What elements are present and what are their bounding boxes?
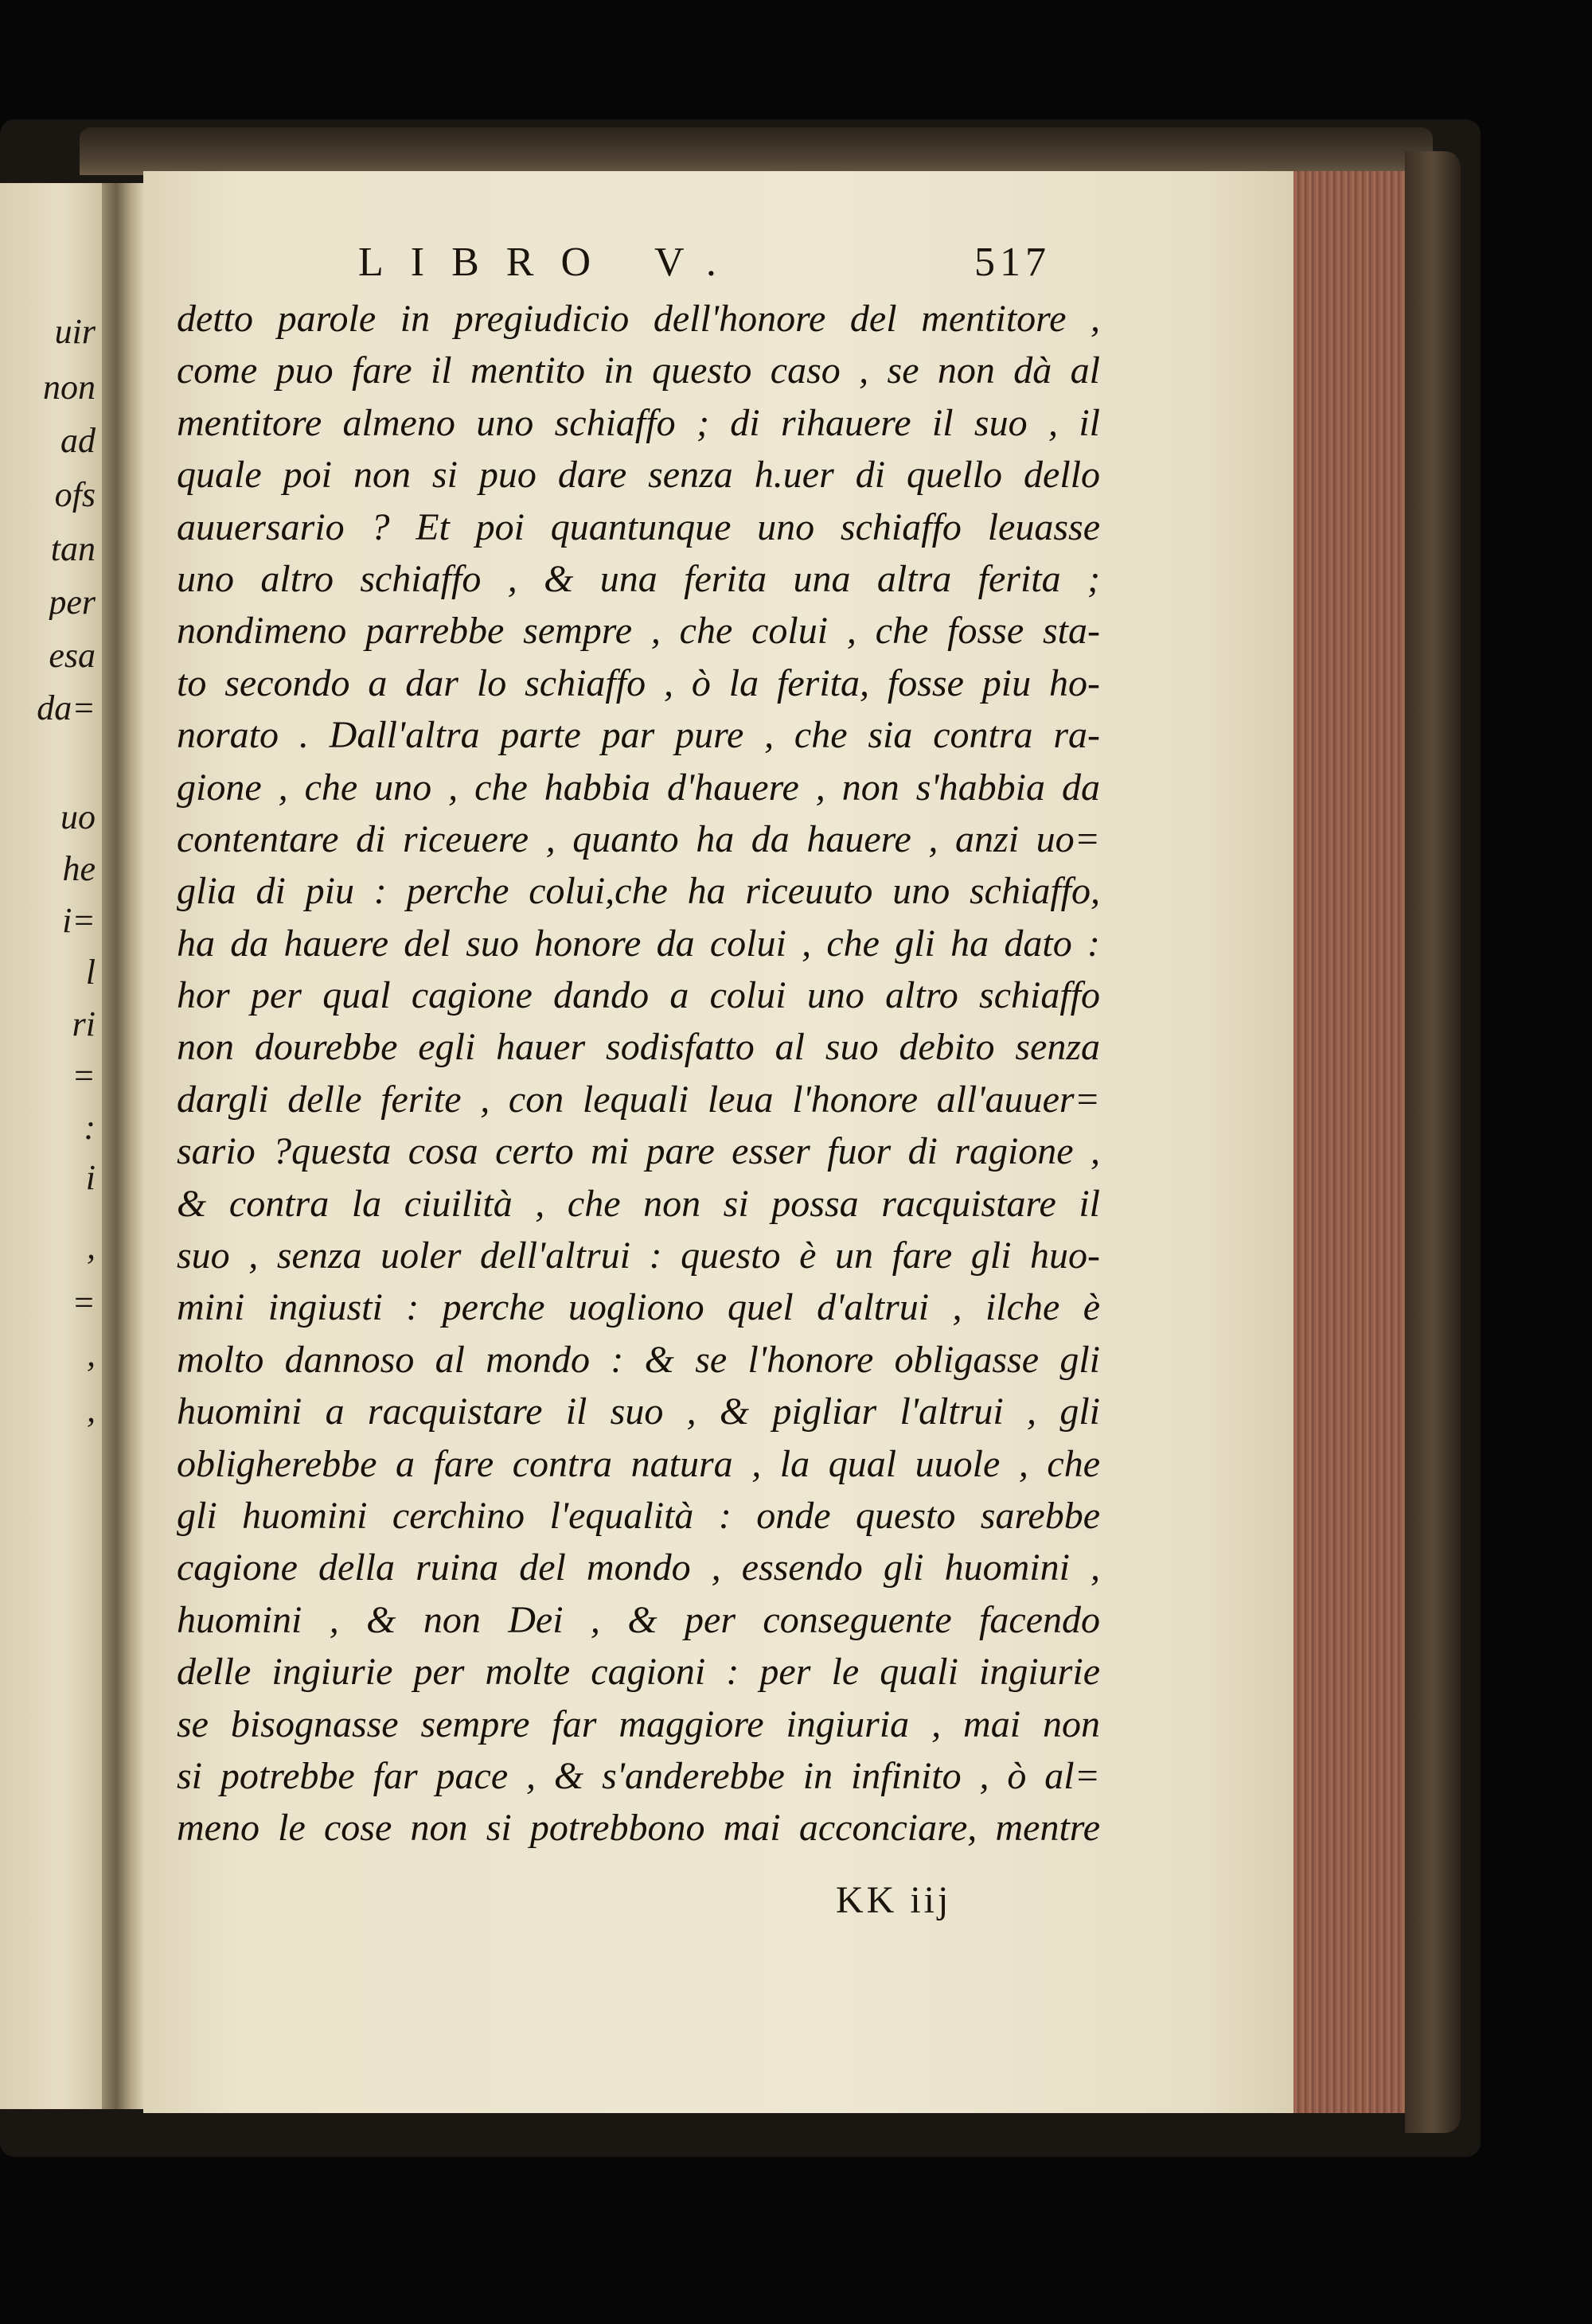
left-page-fragment: = [72, 1285, 96, 1320]
text-line: detto parole in pregiudicio dell'honore del mentitore , [177, 298, 1100, 340]
text-line: gione , che uno , che habbia d'hauere , non s'habbia da [177, 766, 1100, 809]
text-line: dargli delle ferite , con lequali leua l'honore all'auuer= [177, 1078, 1100, 1121]
text-line: norato . Dall'altra parte par pure , che sia contra ra- [177, 714, 1100, 757]
text-line: come puo fare il mentito in questo caso , se non dà al [177, 349, 1100, 392]
text-line: sario ?questa cosa certo mi pare esser fuor di ragione , [177, 1130, 1100, 1173]
text-line: contentare di riceuere , quanto ha da hauere , anzi uo= [177, 817, 1100, 860]
text-line: cagione della ruina del mondo , essendo gli huomini , [177, 1546, 1100, 1589]
left-page-fragment: , [87, 1337, 96, 1372]
text-line: huomini a racquistare il suo , & pigliar l'altrui , gli [177, 1390, 1100, 1433]
book-top-edge [80, 127, 1433, 175]
text-line: quale poi non si puo dare senza h.uer di quello dello [177, 454, 1100, 497]
running-head: LIBRO V. [358, 240, 743, 285]
text-line: delle ingiurie per molte cagioni : per le quali ingiurie [177, 1651, 1100, 1694]
text-line: auuersario ? Et poi quantunque uno schiaffo leuasse [177, 505, 1100, 548]
signature-mark: KK iij [836, 1879, 952, 1921]
left-page-fragment: , [87, 1393, 96, 1428]
text-line: hor per qual cagione dando a colui uno altro schiaffo [177, 974, 1100, 1017]
text-line: se bisognasse sempre far maggiore ingiuria , mai non [177, 1702, 1100, 1745]
left-page-fragment: uir [54, 314, 96, 349]
text-line: gli huomini cerchino l'equalità : onde questo sarebbe [177, 1494, 1100, 1537]
book-cover-edge [1405, 151, 1461, 2133]
text-line: molto dannoso al mondo : & se l'honore obligasse gli [177, 1338, 1100, 1381]
left-page-fragment: esa [49, 638, 96, 673]
text-line: huomini , & non Dei , & per conseguente facendo [177, 1598, 1100, 1641]
text-line: mentitore almeno uno schiaffo ; di rihauere il suo , il [177, 401, 1100, 444]
left-page-fragment: non [43, 370, 96, 405]
left-page-fragment: uo [60, 800, 96, 835]
left-page-fragment: , [87, 1230, 96, 1265]
text-line: & contra la ciuilità , che non si possa racquistare il [177, 1182, 1100, 1225]
page-number: 517 [974, 240, 1051, 285]
text-line: glia di piu : perche colui,che ha riceuuto uno schiaffo, [177, 870, 1100, 913]
page-fore-edge [1294, 171, 1405, 2113]
text-line: si potrebbe far pace , & s'anderebbe in infinito , ò al= [177, 1754, 1100, 1797]
left-page-fragment: ri [72, 1007, 96, 1042]
left-page-fragment: ad [60, 423, 96, 458]
left-page-fragment: tan [50, 532, 96, 567]
text-line: to secondo a dar lo schiaffo , ò la ferita, fosse piu ho- [177, 661, 1100, 704]
text-line: nondimeno parrebbe sempre , che colui , che fosse sta- [177, 610, 1100, 653]
left-page-fragment: per [49, 585, 96, 620]
book-gutter [102, 183, 143, 2109]
text-line: non dourebbe egli hauer sodisfatto al suo debito senza [177, 1026, 1100, 1069]
left-page-fragment: i [85, 1160, 96, 1195]
text-line: obligherebbe a fare contra natura , la qual uuole , che [177, 1442, 1100, 1485]
text-line: meno le cose non si potrebbono mai acconciare, mentre [177, 1807, 1100, 1850]
left-page [0, 183, 103, 2109]
left-page-fragment: : [84, 1110, 96, 1145]
left-page-fragment: = [72, 1059, 96, 1094]
left-page-fragment: i= [62, 903, 96, 938]
left-page-fragment: he [62, 852, 96, 887]
left-page-fragment: ofs [54, 478, 96, 513]
body-text [177, 293, 1100, 1854]
text-line: uno altro schiaffo , & una ferita una altra ferita ; [177, 557, 1100, 600]
left-page-fragment: da= [37, 691, 96, 726]
text-line: mini ingiusti : perche uogliono quel d'altrui , ilche è [177, 1286, 1100, 1329]
text-line: ha da hauere del suo honore da colui , che gli ha dato : [177, 922, 1100, 965]
left-page-fragment: l [85, 955, 96, 990]
text-line: suo , senza uoler dell'altrui : questo è un fare gli huo- [177, 1234, 1100, 1277]
